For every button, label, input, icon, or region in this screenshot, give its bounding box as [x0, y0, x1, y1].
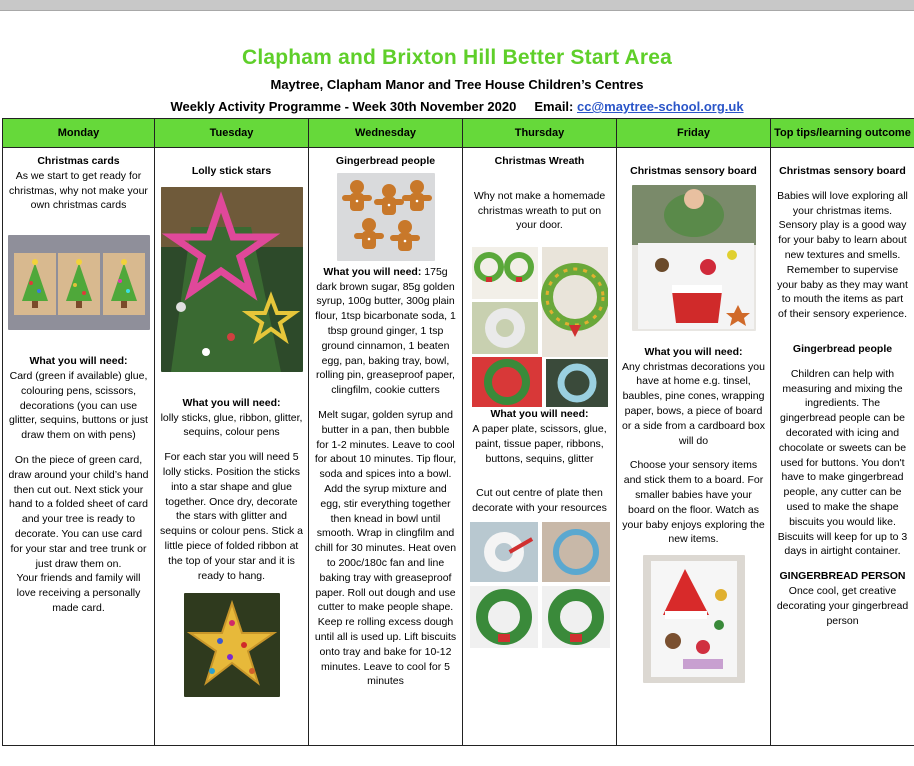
monday-title: Christmas cards: [37, 155, 120, 167]
page-subtitle: Maytree, Clapham Manor and Tree House Children’s Centres: [270, 77, 644, 92]
friday-need: Any christmas decorations you have at home e.g. tinsel, baubles, pine cones, wrapping paper, bows, a piece of board or a side from a cardboard box will do: [622, 360, 765, 447]
friday-cell: [617, 148, 771, 746]
lolly-stick-stars-photo: [161, 187, 303, 372]
window-top-bar: [0, 0, 914, 11]
sensory-board-photo: [632, 185, 756, 331]
wreath-craft-photos: [470, 522, 610, 648]
tips-title-gingerbread: Gingerbread people: [792, 342, 893, 355]
wednesday-need-title: What you will need:: [323, 265, 422, 278]
col-header-tips: Top tips/learning outcome: [771, 119, 914, 148]
monday-intro: As we start to get ready for christmas, why not make your own christmas cards: [9, 169, 148, 212]
thursday-need: A paper plate, scissors, glue, paint, tissue paper, ribbons, buttons, sequins, glitter: [472, 422, 607, 465]
col-header-monday: Monday: [3, 119, 155, 148]
wreath-photo-collage: [472, 247, 608, 407]
thursday-cell: [463, 148, 617, 746]
email-link[interactable]: cc@maytree-school.org.uk: [577, 99, 744, 114]
activity-table: [2, 118, 914, 746]
star-ornament-photo: [184, 593, 280, 697]
col-header-friday: Friday: [617, 119, 771, 148]
thursday-need-title: What you will need:: [490, 408, 589, 421]
friday-need-title: What you will need:: [644, 345, 743, 358]
tuesday-cell: [155, 148, 309, 746]
programme-label: Weekly Activity Programme - Week 30th November 2020: [170, 99, 517, 114]
col-header-thursday: Thursday: [463, 119, 617, 148]
col-header-wednesday: Wednesday: [309, 119, 463, 148]
tips-text-sensory: Babies will love exploring all your christmas items. Sensory play is a good way for your baby to learn about new textures and smells. Remember to supervise your baby as they may want to mouth the items as part of their sensory experience.: [777, 189, 908, 321]
monday-need: Card (green if available) glue, colouring pens, scissors, decorations (you can use glitter, sequins, buttons or just draw them on with pens): [9, 369, 148, 442]
monday-cell: [3, 148, 155, 746]
wednesday-need-text: 175g dark brown sugar, 85g golden syrup, 100g butter, 300g plain flour, 1tsp bicarbonate soda, 1 tbsp ground ginger, 1 tsp ground cinnamon, 1 beaten egg, pan, baking tray, bowl, rolling pin, greaseproof paper, clingfilm, cookie cutters: [315, 265, 456, 397]
wednesday-cell: [309, 148, 463, 746]
thursday-intro: Why not make a homemade christmas wreath to put on your door.: [473, 189, 606, 232]
tuesday-steps: For each star you will need 5 lolly sticks. Position the sticks into a star shape and glue together. Once dry, decorate the stars with glitter and sequins or colour pens. Stick a little piece of folded ribbon at the top of your star and it is ready to hang.: [160, 451, 303, 582]
tuesday-need: lolly sticks, glue, ribbon, glitter, sequins, colour pens: [160, 411, 303, 439]
gingerbread-people-photo: [337, 173, 435, 261]
wednesday-title: Gingerbread people: [335, 155, 436, 167]
monday-steps: On the piece of green card, draw around your child’s hand then cut out. Next stick your hand to a folded sheet of card and your tree is ready to decorate. You can use card for your star and tree trunk or just draw them on.: [8, 453, 149, 570]
page-title: Clapham and Brixton Hill Better Start Area: [241, 46, 673, 69]
baby-sensory-photo: [643, 555, 745, 683]
wednesday-method: Melt sugar, golden syrup and butter in a pan, then bubble for 1-2 minutes. Leave to cool for about 10 minutes. Tip flour, soda and spices into a bowl. Add the syrup mixture and egg, stir everything together then knead in bowl until smooth. Wrap in clingfilm and chill for 30 minutes. Heat oven to 200c/180c fan and line baking tray with greaseproof paper. Roll out dough and use cutter to make people shape. Keep re rolling excess dough until all is used up. Lift biscuits onto tray and bake for 10-12 minutes. Leave to cool for 5 minutes: [314, 408, 457, 688]
tips-text-gingerbread: Children can help with measuring and mixing the ingredients. The gingerbread people can be decorated with icing and chocolate or sweets can be used for buttons. You don't have to make gingerbread people, any cutter can be used to make the shape biscuits you would like. Biscuits will keep for up to 3 days in airtight container.: [777, 367, 908, 558]
tips-title-sensory: Christmas sensory board: [779, 165, 906, 177]
tips-cell: [771, 148, 914, 746]
friday-title: Christmas sensory board: [630, 165, 757, 177]
programme-line: [0, 99, 914, 114]
monday-closing: Your friends and family will love receiving a personally made card.: [16, 572, 141, 614]
christmas-cards-photo: [8, 235, 150, 330]
tuesday-title: Lolly stick stars: [191, 165, 272, 177]
monday-need-title: What you will need:: [29, 355, 128, 368]
thursday-steps: Cut out centre of plate then decorate with your resources: [472, 487, 607, 515]
wednesday-need: [314, 265, 457, 398]
col-header-tuesday: Tuesday: [155, 119, 309, 148]
email-label: Email:: [534, 99, 574, 114]
thursday-title: Christmas Wreath: [494, 155, 585, 167]
friday-steps: Choose your sensory items and stick them to a board. For smaller babies have your board on the floor. Watch as your baby enjoys exploring the new items.: [622, 459, 765, 546]
tuesday-need-title: What you will need:: [182, 396, 281, 409]
tips-text-person: Once cool, get creative decorating your gingerbread person: [776, 584, 909, 627]
tips-title-person: GINGERBREAD PERSON: [779, 570, 906, 583]
